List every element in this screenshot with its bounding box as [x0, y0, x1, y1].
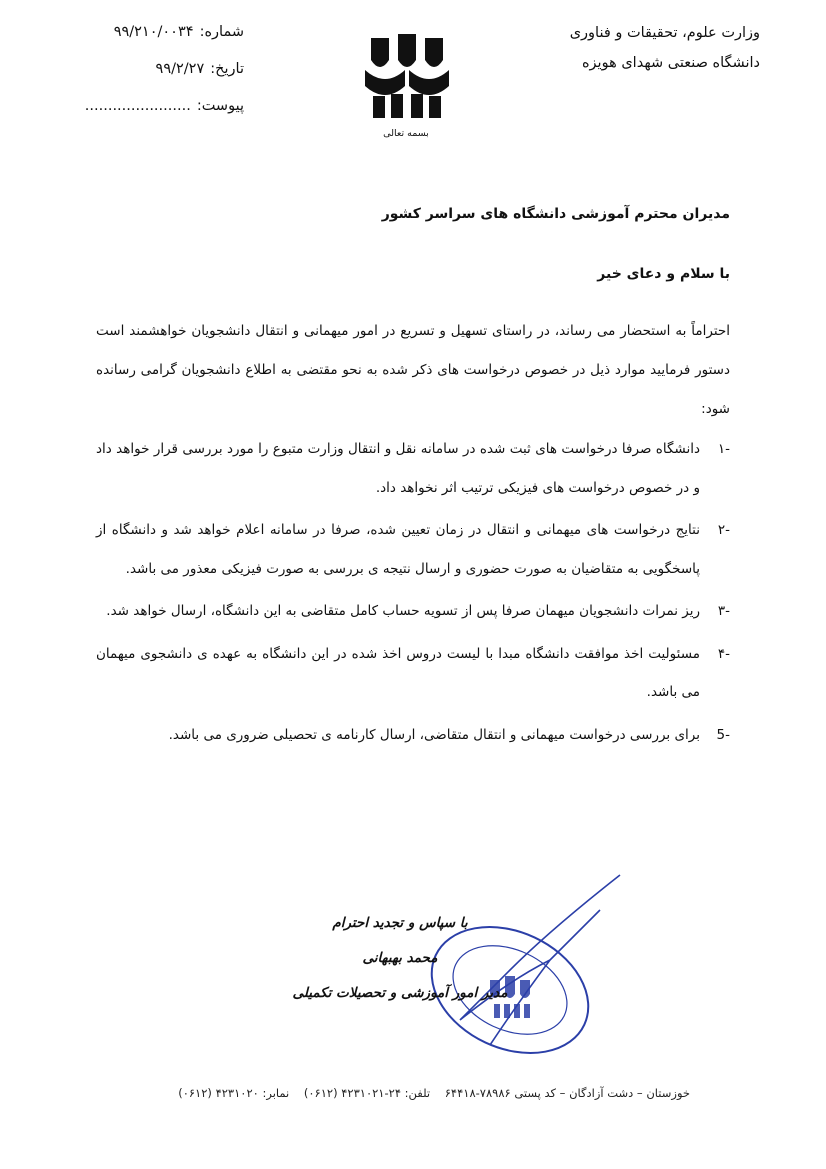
- item-text: دانشگاه صرفا درخواست های ثبت شده در سامانه نقل و انتقال وزارت متبوع را مورد بررسی قرار خواهد داد و در خصوص درخواست های فیزیکی ترتیب اثر نخواهد داد.: [96, 441, 700, 496]
- ministry-name: وزارت علوم، تحقیقات و فناوری: [569, 25, 760, 41]
- number-row: [94, 14, 244, 51]
- list-item: [96, 592, 730, 631]
- signer-name: محمد بهبهانی: [362, 950, 438, 966]
- number-value: ۹۹/۲۱۰/۰۰۳۴: [113, 24, 194, 40]
- attachment-value: .......................: [84, 98, 191, 114]
- footer-contact: [90, 1086, 690, 1100]
- list-item: [96, 716, 730, 755]
- footer-phone: تلفن: ۲۴-۴۲۳۱۰۲۱ (۰۶۱۲): [303, 1086, 431, 1100]
- letter-meta: [84, 14, 244, 125]
- list-item: [96, 430, 730, 507]
- motto-text: بسمه تعالی: [383, 128, 429, 139]
- list-item: [96, 511, 730, 588]
- signature-block: [280, 906, 520, 1011]
- item-number: -۴: [717, 645, 730, 662]
- date-label: تاریخ:: [210, 61, 244, 77]
- item-number: -۲: [717, 522, 730, 538]
- item-number: -۳: [717, 603, 730, 619]
- item-text: برای بررسی درخواست میهمانی و انتقال متقاضی، ارسال کارنامه ی تحصیلی ضروری می باشد.: [168, 726, 700, 743]
- date-row: [94, 51, 244, 88]
- signer-title: مدیر امور آموزشی و تحصیلات تکمیلی: [292, 985, 508, 1001]
- date-value: ۹۹/۲/۲۷: [155, 61, 205, 77]
- attachment-label: پیوست:: [196, 98, 244, 114]
- item-text: مسئولیت اخذ موافقت دانشگاه مبدا با لیست دروس اخذ شده در این دانشگاه به عهده ی دانشجوی میهمان می باشد.: [96, 645, 700, 700]
- instructions-list: [96, 430, 730, 758]
- addressee: مدیران محترم آموزشی دانشگاه های سراسر کشور: [381, 206, 730, 222]
- attachment-row: [84, 88, 244, 125]
- item-text: نتایج درخواست های میهمانی و انتقال در زمان تعیین شده، صرفا در سامانه اعلام خواهد شد و دانشگاه از پاسخگویی به متقاضیان به صورت حضوری و ارسال نتیجه ی بررسی به صورت فیزیکی معذور می باشد.: [96, 522, 700, 577]
- closing-text: با سپاس و تجدید احترام: [332, 915, 468, 931]
- university-name: دانشگاه صنعتی شهدای هویزه: [581, 55, 760, 71]
- list-item: [96, 635, 730, 712]
- university-logo-icon: [361, 30, 453, 122]
- item-number: -۱: [717, 441, 730, 457]
- item-number: -5: [716, 726, 730, 743]
- intro-paragraph: احتراماً به استحضار می رساند، در راستای تسهیل و تسریع در امور میهمانی و انتقال دانشجویان خواهشمند است دستور فرمایید موارد ذیل در خصوص درخواست های ذکر شده به نحو مقتضی به اطلاع دانشجویان گرامی رسانده شود:: [96, 323, 730, 417]
- number-label: شماره:: [199, 24, 244, 40]
- letterhead-organization: [460, 18, 760, 78]
- greeting: با سلام و دعای خیر: [597, 266, 730, 282]
- footer-fax: نمابر: ۴۲۳۱۰۲۰ (۰۶۱۲): [178, 1086, 290, 1100]
- footer-address: خوزستان – دشت آزادگان – کد پستی ۷۸۹۸۶-۶۴۴۱۸: [444, 1086, 690, 1100]
- item-text: ریز نمرات دانشجویان میهمان صرفا پس از تسویه حساب کامل متقاضی به این دانشگاه، ارسال خواهد شد.: [106, 603, 700, 619]
